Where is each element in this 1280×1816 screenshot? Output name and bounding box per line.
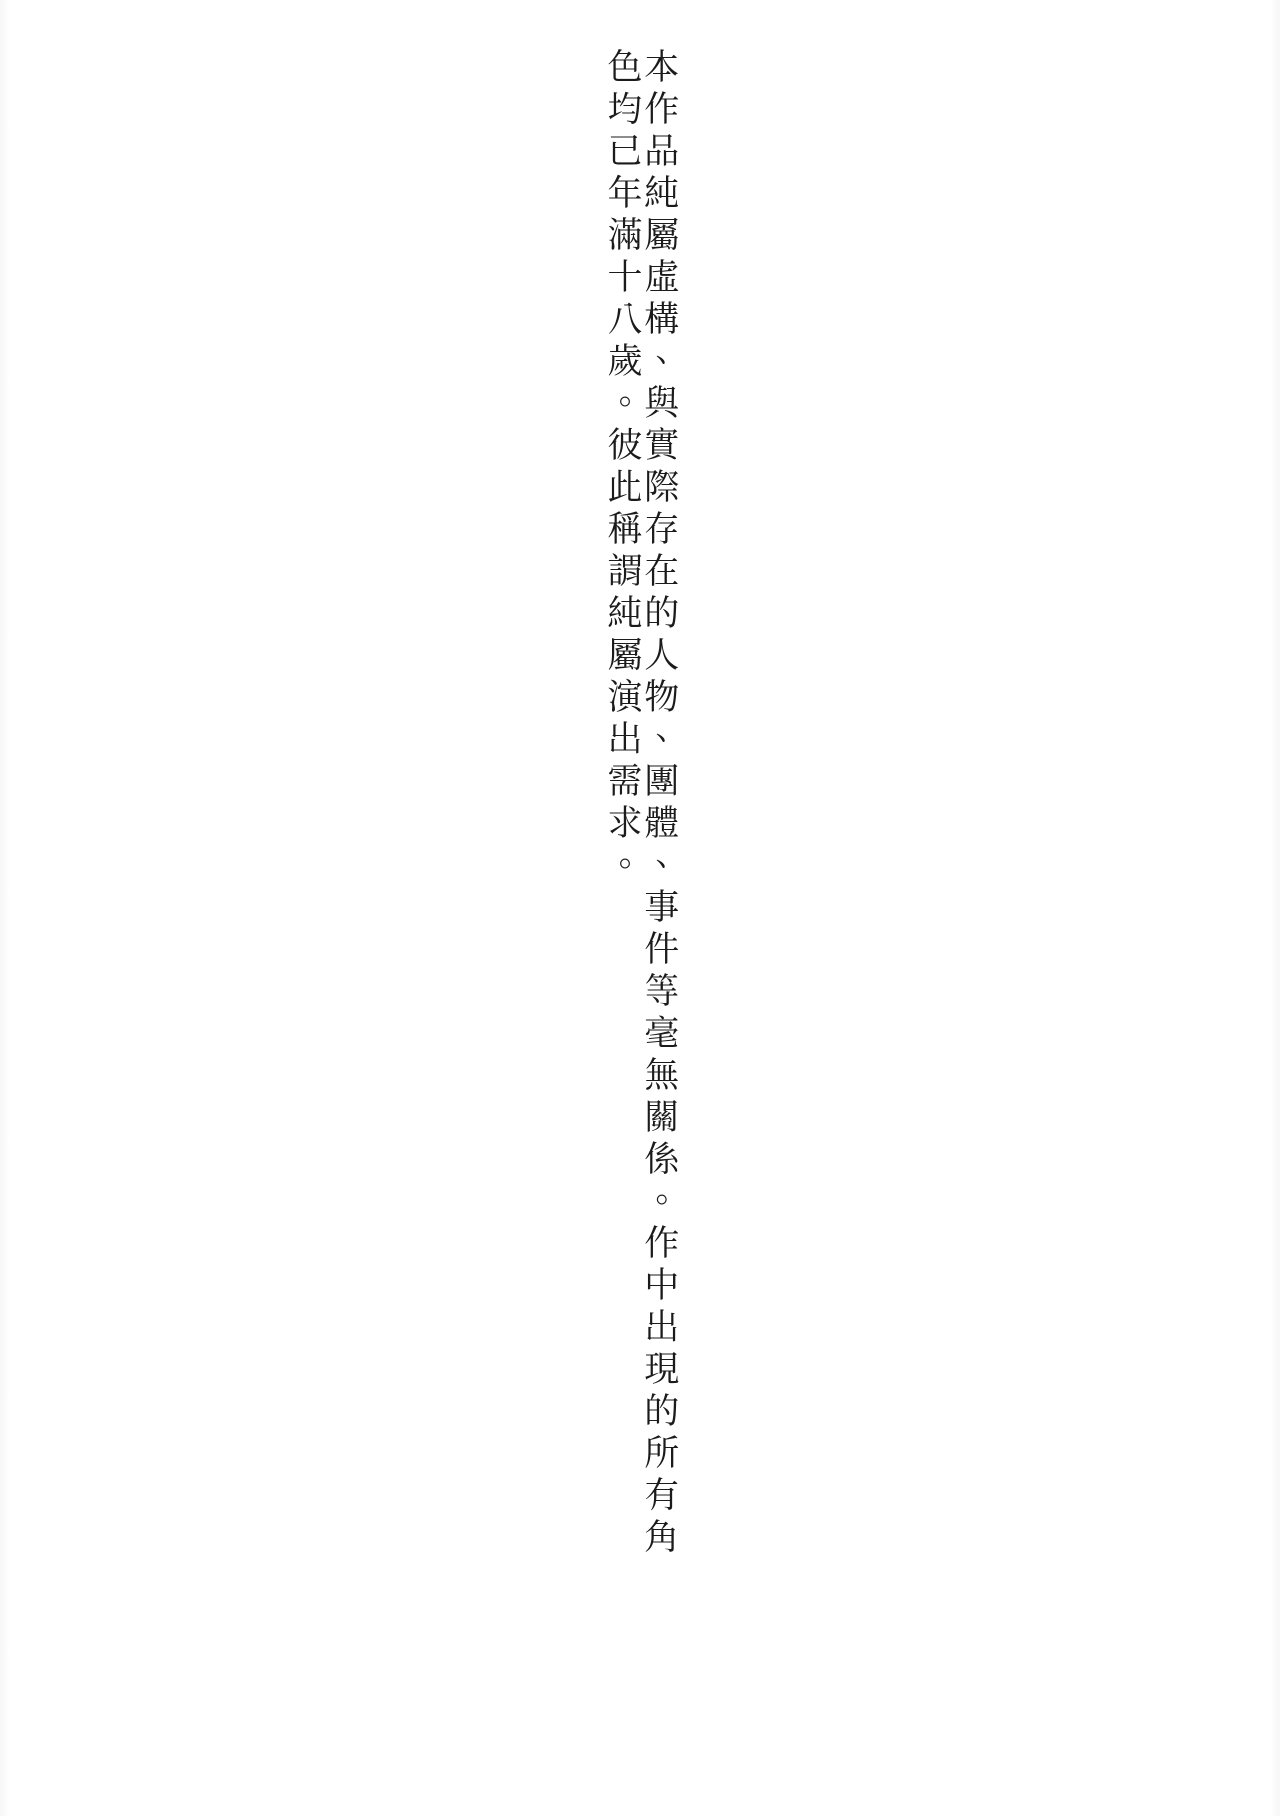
page-edge-shadow-right (1270, 0, 1280, 1816)
page-edge-shadow-left (0, 0, 10, 1816)
disclaimer-text: 本作品純屬虛構、與實際存在的人物、團體、事件等毫無關係。作中出現的所有角色均已年滿十八歲。彼此稱謂純屬演出需求。 (602, 48, 679, 1560)
